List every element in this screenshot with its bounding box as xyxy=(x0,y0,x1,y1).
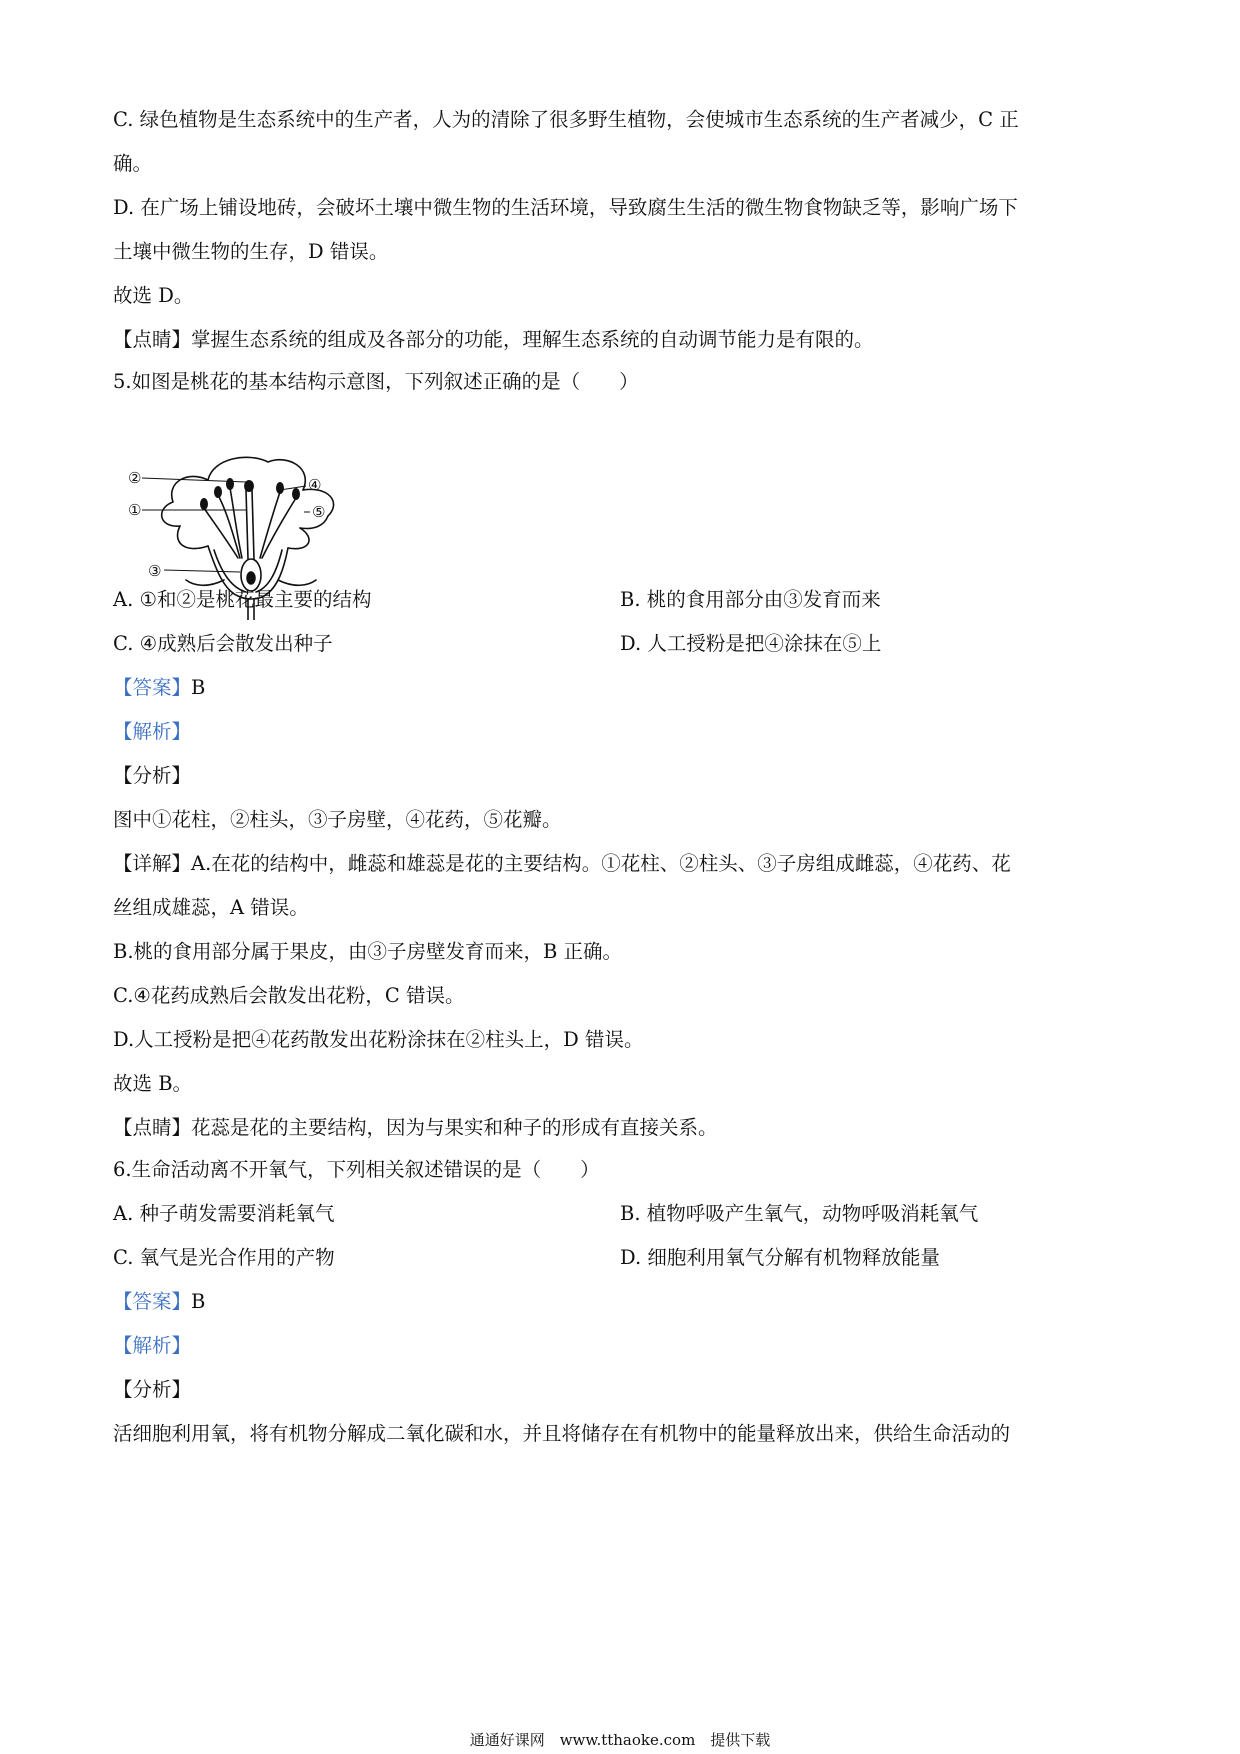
q5-option-d: D. 人工授粉是把④涂抹在⑤上 xyxy=(620,632,882,655)
anthers xyxy=(200,478,300,510)
q6-analysis: 活细胞利用氧，将有机物分解成二氧化碳和水，并且将储存在有机物中的能量释放出来，供给生命活动的 xyxy=(113,1422,1011,1445)
q6-option-b: B. 植物呼吸产生氧气，动物呼吸消耗氧气 xyxy=(620,1202,979,1225)
text-line-option-d: D. 在广场上铺设地砖，会破坏土壤中微生物的生活环境，导致腐生生活的微生物食物缺乏等，影响广场下 xyxy=(113,196,1018,219)
leader-lines xyxy=(142,478,310,572)
answer-value: B xyxy=(191,676,206,699)
q5-jiexi: 【解析】 xyxy=(113,720,192,743)
q5-dianjing: 【点睛】花蕊是花的主要结构，因为与果实和种子的形成有直接关系。 xyxy=(113,1116,718,1139)
label-5: ⑤ xyxy=(312,503,326,521)
q5-detail-line-3: B.桃的食用部分属于果皮，由③子房壁发育而来，B 正确。 xyxy=(113,940,623,963)
q5-option-a: A. ①和②是桃花最主要的结构 xyxy=(113,588,372,611)
q5-detail-line-1: 【详解】A.在花的结构中，雌蕊和雄蕊是花的主要结构。①花柱、②柱头、③子房组成雌蕊，④花药、花 xyxy=(113,852,1011,875)
text-line-option-c-cont: 确。 xyxy=(113,152,153,175)
text-line-dianjing: 【点睛】掌握生态系统的组成及各部分的功能，理解生态系统的自动调节能力是有限的。 xyxy=(113,328,874,351)
q5-answer xyxy=(113,675,1133,701)
q6-option-c: C. 氧气是光合作用的产物 xyxy=(113,1246,335,1269)
q5-detail-line-5: D.人工授粉是把④花药散发出花粉涂抹在②柱头上，D 错误。 xyxy=(113,1028,644,1051)
q5-option-b: B. 桃的食用部分由③发育而来 xyxy=(620,588,881,611)
q6-option-d: D. 细胞利用氧气分解有机物释放能量 xyxy=(620,1246,940,1269)
q6-jiexi: 【解析】 xyxy=(113,1334,192,1357)
label-2: ② xyxy=(128,469,142,487)
text-line-option-c: C. 绿色植物是生态系统中的生产者，人为的清除了很多野生植物，会使城市生态系统的生产者减少，C 正 xyxy=(113,108,1019,131)
q6-stem: 6.生命活动离不开氧气，下列相关叙述错误的是（ ） xyxy=(113,1158,600,1181)
label-4: ④ xyxy=(308,476,322,494)
answer-tag: 【答案】 xyxy=(113,1290,192,1313)
q6-option-a: A. 种子萌发需要消耗氧气 xyxy=(113,1202,335,1225)
q6-fenxi: 【分析】 xyxy=(113,1378,192,1401)
q5-choose: 故选 B。 xyxy=(113,1072,193,1095)
page-footer: 通通好课网 www.tthaoke.com 提供下载 xyxy=(469,1731,771,1749)
label-1: ① xyxy=(128,501,142,519)
label-3: ③ xyxy=(148,562,162,580)
q5-detail-line-4: C.④花药成熟后会散发出花粉，C 错误。 xyxy=(113,984,465,1007)
q5-detail-line-2: 丝组成雄蕊，A 错误。 xyxy=(113,896,309,919)
text-line-choice: 故选 D。 xyxy=(113,284,194,307)
text-line-option-d-cont: 土壤中微生物的生存，D 错误。 xyxy=(113,240,389,263)
q5-option-c: C. ④成熟后会散发出种子 xyxy=(113,632,333,655)
q6-answer xyxy=(113,1289,1133,1315)
answer-value: B xyxy=(191,1290,206,1313)
answer-tag: 【答案】 xyxy=(113,676,192,699)
q5-fenxi: 【分析】 xyxy=(113,764,192,787)
q5-stem: 5.如图是桃花的基本结构示意图，下列叙述正确的是（ ） xyxy=(113,370,639,393)
q5-analysis: 图中①花柱，②柱头，③子房壁，④花药，⑤花瓣。 xyxy=(113,808,562,831)
